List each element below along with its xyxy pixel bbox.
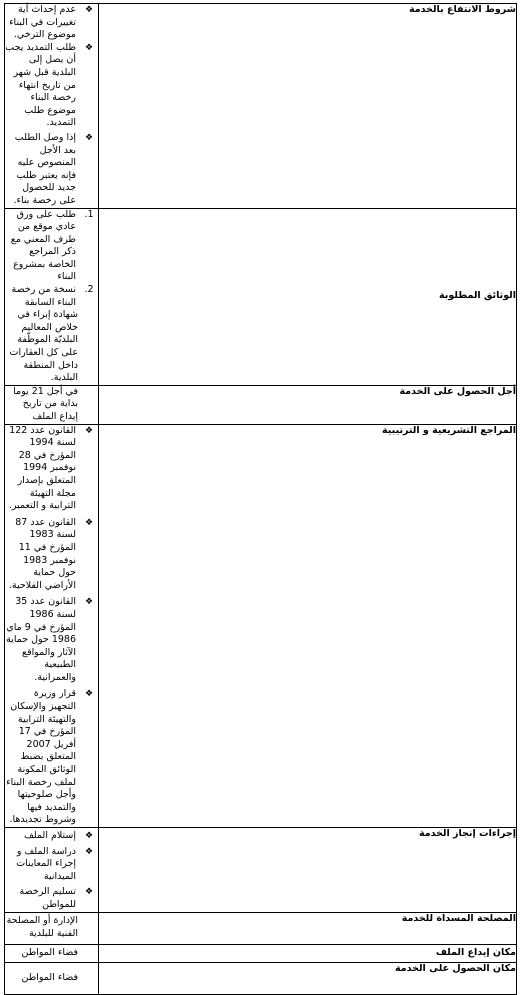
row-conditions <box>5 4 517 209</box>
row-documents <box>5 208 517 385</box>
receiving-place-text: فضاء المواطن <box>21 971 78 983</box>
number-marker: 1. <box>84 208 94 220</box>
list-item: 1. طلب على ورق عادي موقع من طرف المعني مع ذكر المراجع الخاصة بمشروع البناء <box>5 209 98 285</box>
list-item: 2. نسخة من رخصة البناء السابقة <box>5 284 98 309</box>
list-item: ❖ القانون عدد 122 لسنة 1994 المؤرخ في 28 نوفمبر 1994 المتعلق بإصدار مجلة التهيئة الترابية و التعمير. <box>5 425 98 513</box>
diamond-bullet-icon: ❖ <box>84 887 94 898</box>
list-item: ❖ عدم إحداث أية تغييرات في البناء موضوع الترخي. <box>5 4 98 42</box>
diamond-bullet-icon: ❖ <box>84 425 94 436</box>
heading-filing-place: مكان إيداع الملف <box>99 944 517 962</box>
row-receiving-place <box>5 962 517 994</box>
row-delay <box>5 385 517 424</box>
list-item: ❖ إذا وصل الطلب بعد الأجل المنصوص عليه فإنه يعتبر طلب جديد للحصول على رخصة بناء. <box>5 132 98 208</box>
list-item: ❖ القانون عدد 35 لسنة 1986 المؤرخ في 9 ماي 1986 حول حماية الآثار والمواقع الطبيعية والعمرانية. <box>5 596 98 684</box>
diamond-bullet-icon: ❖ <box>84 517 94 528</box>
row-filing-place <box>5 944 517 962</box>
list-item: شهادة إبراء في خلاص المعاليم البلديّة الموظّفة على كل العقارات داخل المنطقة البلدية. <box>9 309 78 384</box>
list-item: ❖ قرار وزيرة التجهيز والإسكان والتهيئة الترابية المؤرخ في 17 أفريل 2007 المتعلق بضبط الوثائق المكونة لملف رخصة البناء وأجل صلوحيتها والتمديد فيها وشروط تجديدها. <box>5 688 98 827</box>
heading-documents: الوثائق المطلوبة <box>99 208 517 385</box>
list-item: ❖ القانون عدد 87 لسنة 1983 المؤرخ في 11 نوفمبر 1983 حول حماية الأراضي الفلاحية. <box>5 517 98 593</box>
row-references <box>5 424 517 827</box>
documents-content <box>5 208 99 385</box>
filing-place-text: فضاء المواطن <box>21 946 78 958</box>
receiving-place-content <box>5 962 99 994</box>
service-info-table <box>4 3 517 995</box>
diamond-bullet-icon: ❖ <box>84 831 94 841</box>
delay-text: في أجل 21 يوما بداية من تاريخ إيداع الملف <box>13 385 78 422</box>
diamond-bullet-icon: ❖ <box>84 5 94 15</box>
heading-references: المراجع التشريعية و الترتيبية <box>99 424 517 827</box>
procedures-list <box>5 830 98 912</box>
references-list <box>5 425 98 827</box>
heading-receiving-place: مكان الحصول على الخدمة <box>99 962 517 994</box>
diamond-bullet-icon: ❖ <box>84 597 94 608</box>
references-content <box>5 424 99 827</box>
diamond-bullet-icon: ❖ <box>84 132 94 143</box>
conditions-content <box>5 4 99 209</box>
filing-place-content <box>5 944 99 962</box>
heading-procedures: إجراءات إنجاز الخدمة <box>99 828 517 913</box>
diamond-bullet-icon: ❖ <box>84 42 94 53</box>
list-item: ❖ إستلام الملف <box>5 830 98 843</box>
diamond-bullet-icon: ❖ <box>84 846 94 857</box>
list-item: ❖ دراسة الملف و إجراء المعاينات الميدانية <box>5 846 98 884</box>
provider-text: الإدارة أو المصلحة الفنية للبلدية <box>6 915 78 940</box>
procedures-content <box>5 828 99 913</box>
row-provider <box>5 912 517 944</box>
row-procedures <box>5 828 517 913</box>
diamond-bullet-icon: ❖ <box>84 689 94 700</box>
heading-conditions: شروط الانتفاع بالخدمة <box>99 4 517 209</box>
heading-provider: المصلحة المسداة للخدمة <box>99 912 517 944</box>
conditions-list <box>5 4 98 208</box>
documents-list <box>5 209 98 385</box>
delay-content <box>5 385 99 424</box>
number-marker: 2. <box>84 284 94 296</box>
list-item: ❖ تسليم الرخصة للمواطن <box>5 886 98 911</box>
provider-content <box>5 912 99 944</box>
list-item: ❖ طلب التمديد يجب أن يصل إلى البلدية قبل شهر من تاريخ انتهاء رخصة البناء موضوع طلب التمديد. <box>5 42 98 130</box>
heading-delay: أجل الحصول على الخدمة <box>99 385 517 424</box>
